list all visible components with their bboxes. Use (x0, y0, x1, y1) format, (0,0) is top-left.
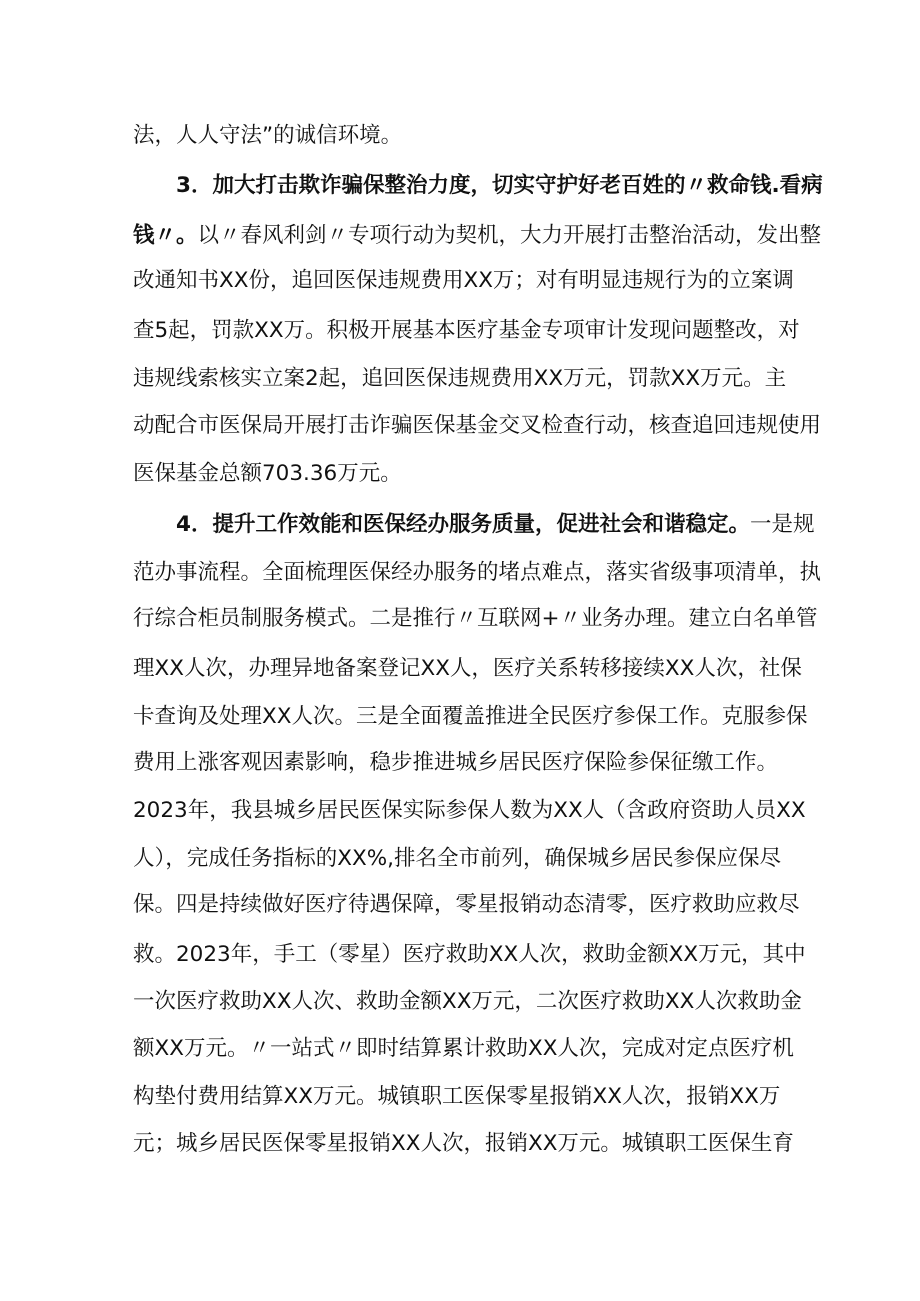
body-text: 范办事流程。全面梳理医保经办服务的堵点难点，落实省级事项清单，执 (133, 560, 822, 585)
paragraph-line (133, 455, 793, 493)
body-text: 额XX万元。〃一站式〃即时结算累计救助XX人次，完成对定点医疗机 (133, 1036, 794, 1061)
body-text: 2023年，我县城乡居民医保实际参保人数为XX人（含政府资助人员XX (133, 798, 806, 823)
body-text: 理XX人次，办理异地备案登记XX人，医疗关系转移接续XX人次，社保 (133, 656, 802, 681)
paragraph-line (133, 117, 793, 155)
body-text: 保。四是持续做好医疗待遇保障，零星报销动态清零，医疗救助应救尽 (133, 892, 800, 917)
paragraph-line (133, 936, 806, 974)
paragraph-line (133, 886, 800, 924)
section-heading-3 (176, 167, 823, 205)
paragraph-line (133, 1030, 793, 1068)
paragraph-line (133, 217, 822, 255)
body-text: 医保基金总额703.36万元。 (133, 461, 402, 486)
paragraph-line (133, 407, 822, 445)
paragraph-line (133, 1125, 793, 1163)
body-text: 救。2023年，手工（零星）医疗救助XX人次，救助金额XX万元，其中 (133, 942, 806, 967)
body-text: 元；城乡居民医保零星报销XX人次，报销XX万元。城镇职工医保生育 (133, 1131, 794, 1156)
body-text: 费用上涨客观因素影响，稳步推进城乡居民医疗保险参保征缴工作。 (133, 750, 779, 775)
body-text: 违规线索核实立案2起，追回医保违规费用XX万元，罚款XX万元。主 (133, 366, 787, 391)
body-text: 人），完成任务指标的XX%,排名全市前列，确保城乡居民参保应保尽 (133, 846, 781, 871)
body-text: 改通知书XX份，追回医保违规费用XX万；对有明显违规行为的立案调 (133, 268, 794, 293)
paragraph-line (133, 360, 793, 398)
paragraph-line (133, 650, 802, 688)
paragraph-line (133, 744, 793, 782)
paragraph-line (133, 792, 806, 830)
paragraph-line (133, 698, 808, 736)
body-text: 卡查询及处理XX人次。三是全面覆盖推进全民医疗参保工作。克服参保 (133, 704, 808, 729)
body-text: 动配合市医保局开展打击诈骗医保基金交叉检查行动，核查追回违规使用 (133, 413, 822, 438)
heading-text: 钱〃。 (133, 223, 198, 248)
paragraph-line (133, 840, 793, 878)
body-text: 一次医疗救助XX人次、救助金额XX万元，二次医疗救助XX人次救助金 (133, 989, 802, 1014)
paragraph-line (133, 983, 802, 1021)
body-text: 一是规 (749, 512, 815, 537)
paragraph-line (133, 1078, 793, 1116)
section-heading-4 (176, 506, 815, 544)
paragraph-line (133, 600, 818, 638)
heading-text: 3．加大打击欺诈骗保整治力度，切实守护好老百姓的〃救命钱.看病 (176, 173, 823, 198)
body-text: 行综合柜员制服务模式。二是推行〃互联网+〃业务办理。建立白名单管 (133, 606, 818, 631)
paragraph-line (133, 262, 793, 300)
body-text: 构垫付费用结算XX万元。城镇职工医保零星报销XX人次，报销XX万 (133, 1084, 781, 1109)
body-text: 以〃春风利剑〃专项行动为契机，大力开展打击整治活动，发出整 (197, 223, 822, 248)
paragraph-line (133, 312, 800, 350)
body-text: 查5起，罚款XX万。积极开展基本医疗基金专项审计发现问题整改，对 (133, 318, 800, 343)
body-text: 法，人人守法”的诚信环境。 (133, 123, 403, 148)
heading-text: 4．提升工作效能和医保经办服务质量，促进社会和谐稳定。 (176, 512, 750, 537)
paragraph-line (133, 554, 822, 592)
